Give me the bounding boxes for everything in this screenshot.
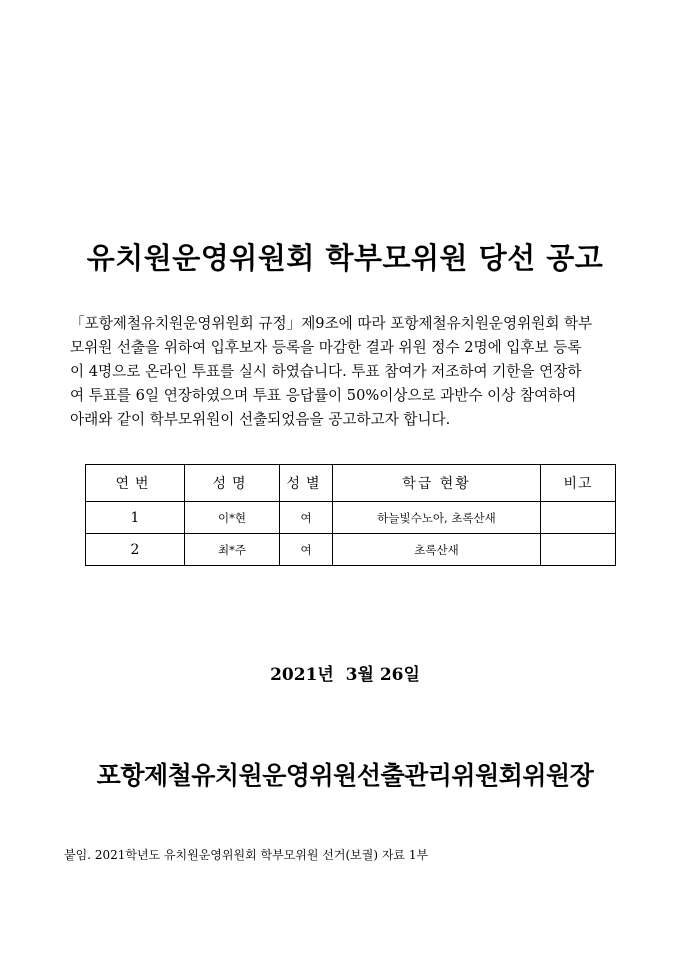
- cell-no: 1: [86, 502, 185, 534]
- attachment-note: 붙임. 2021학년도 유치원운영위원회 학부모위원 선거(보궐) 자료 1부: [64, 848, 429, 862]
- cell-name: 이*현: [185, 502, 280, 534]
- header-no: 연번: [86, 465, 185, 502]
- cell-gender: 여: [280, 502, 333, 534]
- cell-gender: 여: [280, 534, 333, 566]
- page-title: 유치원운영위원회 학부모위원 당선 공고: [86, 241, 604, 275]
- body-line: 「포항제철유치원운영위원회 규정」제9조에 따라 포항제철유치원운영위원회 학부: [70, 315, 593, 332]
- header-class: 학급 현황: [333, 465, 541, 502]
- header-name: 성명: [185, 465, 280, 502]
- header-gender: 성별: [280, 465, 333, 502]
- body-line: 모위원 선출을 위하여 입후보자 등록을 마감한 결과 위원 정수 2명에 입후보 등록: [70, 339, 582, 356]
- table-row: [86, 502, 616, 534]
- body-line: 여 투표를 6일 연장하였으며 투표 응답률이 50%이상으로 과반수 이상 참여하여: [70, 387, 577, 404]
- header-note: 비고: [541, 465, 616, 502]
- table-header-row: [86, 465, 616, 502]
- table-row: [86, 534, 616, 566]
- cell-class: 초록산새: [333, 534, 541, 566]
- body-line: 이 4명으로 온라인 투표를 실시 하였습니다. 투표 참여가 저조하여 기한을 연장하: [70, 363, 582, 380]
- cell-name: 최*주: [185, 534, 280, 566]
- announcement-date: 2021년 3월 26일: [270, 665, 420, 685]
- signatory: 포항제철유치원운영위원선출관리위원회위원장: [96, 761, 594, 790]
- cell-note: [541, 502, 616, 534]
- cell-no: 2: [86, 534, 185, 566]
- cell-class: 하늘빛수노아, 초록산새: [333, 502, 541, 534]
- cell-note: [541, 534, 616, 566]
- body-line: 아래와 같이 학부모위원이 선출되었음을 공고하고자 합니다.: [70, 411, 451, 428]
- notice-body: [70, 312, 630, 432]
- results-table: [85, 464, 616, 566]
